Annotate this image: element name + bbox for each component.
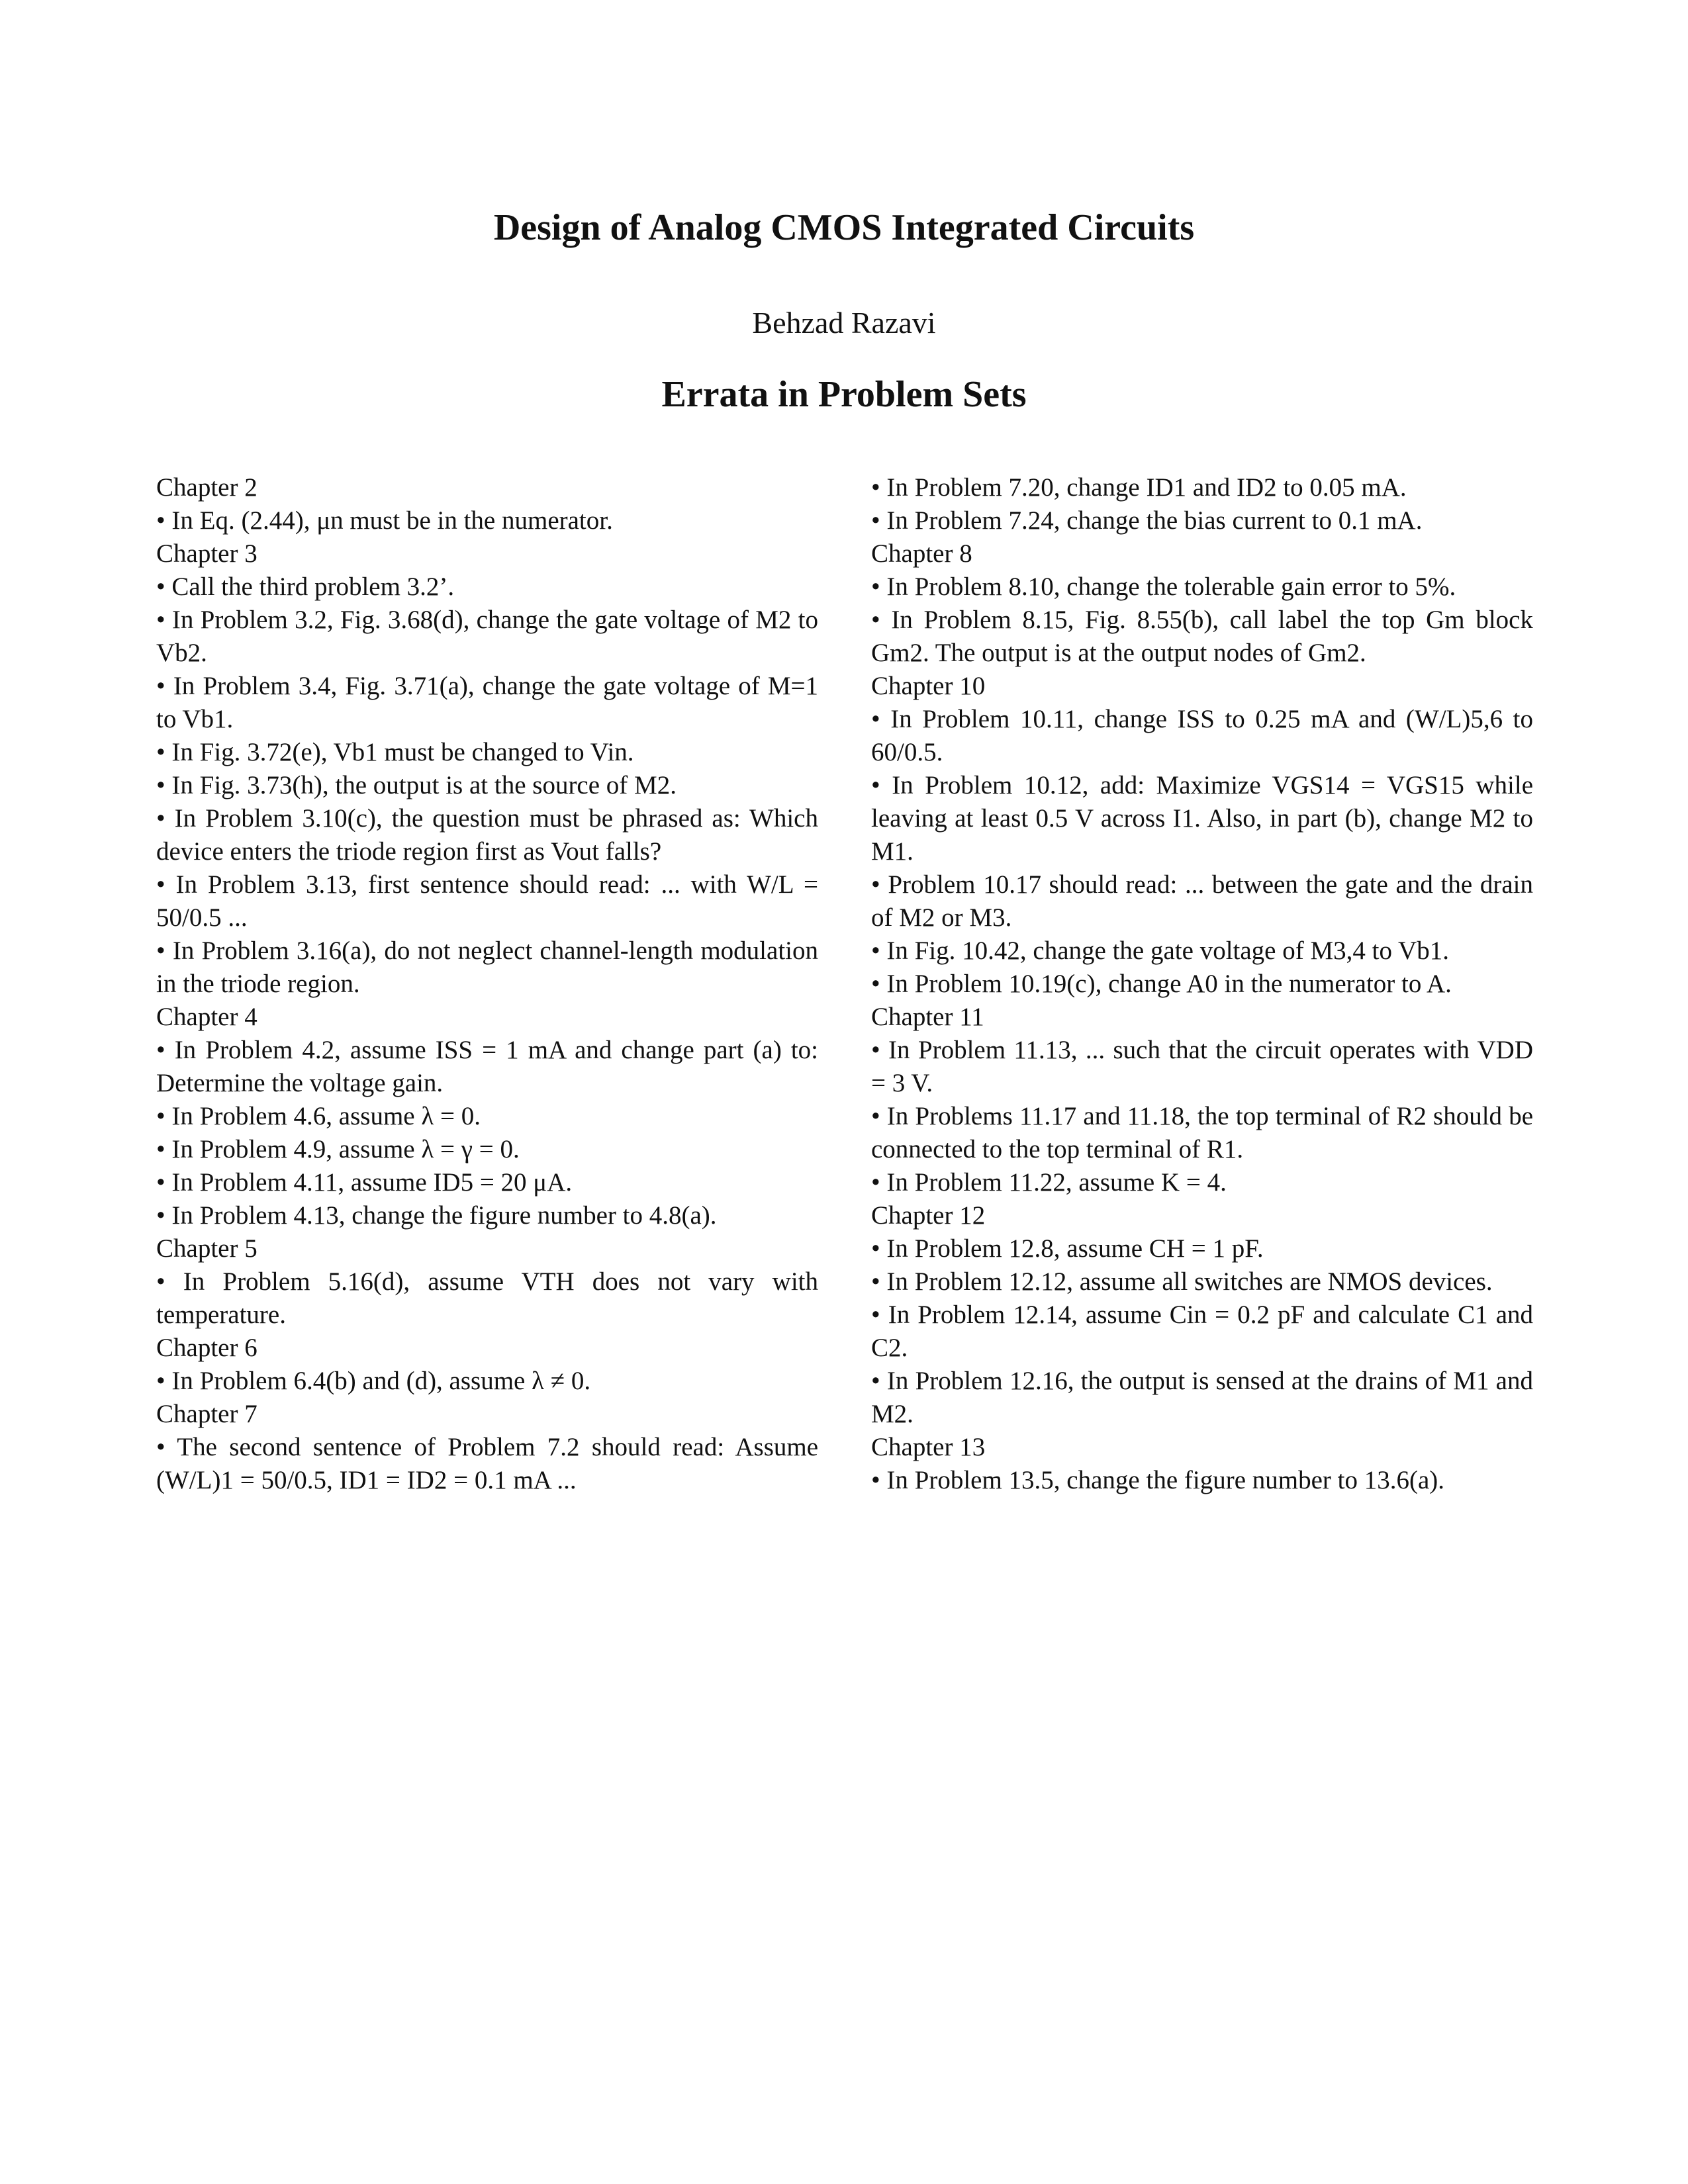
erratum-item: • In Problem 4.9, assume λ = γ = 0. [156,1135,520,1163]
erratum-item: • In Problem 3.4, Fig. 3.71(a), change the gate voltage of M=1 to Vb1. [156,672,819,733]
bullet-icon: • [156,506,165,535]
bullet-icon: • [156,936,165,965]
bullet-icon: • [156,1036,165,1064]
bullet-icon: • [156,1102,165,1130]
chapter-2-heading: Chapter 2 [156,473,258,502]
erratum-item: • In Problem 12.14, assume Cin = 0.2 pF and calculate C1 and C2. [871,1300,1534,1362]
bullet-icon: • [156,771,165,799]
erratum-item: • In Problem 13.5, change the figure number to 13.6(a). [871,1466,1445,1494]
bullet-icon: • [871,705,880,733]
erratum-item: • In Problem 4.11, assume ID5 = 20 μA. [156,1168,573,1197]
erratum-item: • In Fig. 3.72(e), Vb1 must be changed to Vin. [156,738,634,766]
chapter-7-heading: Chapter 7 [156,1400,258,1428]
chapter-10-heading: Chapter 10 [871,672,986,700]
bullet-icon: • [871,771,880,799]
erratum-item: • In Problem 7.24, change the bias current to 0.1 mA. [871,506,1423,535]
chapter-12-heading: Chapter 12 [871,1201,986,1230]
bullet-icon: • [156,572,165,601]
erratum-item: • In Problem 8.10, change the tolerable gain error to 5%. [871,572,1456,601]
bullet-icon: • [156,1433,165,1461]
erratum-item: • In Problem 8.15, Fig. 8.55(b), call label the top Gm block Gm2. The output is at the output nodes of Gm2. [871,606,1533,667]
bullet-icon: • [871,1267,880,1296]
erratum-item: • In Problem 10.11, change ISS to 0.25 mA and (W/L)5,6 to 60/0.5. [871,705,1533,766]
bullet-icon: • [871,1466,880,1494]
erratum-item: • In Eq. (2.44), μn must be in the numerator. [156,506,613,535]
erratum-item: • The second sentence of Problem 7.2 should read: Assume (W/L)1 = 50/0.5, ID1 = ID2 = 0.1 mA ... [156,1433,819,1494]
bullet-icon: • [871,936,880,965]
bullet-icon: • [156,1168,165,1197]
bullet-icon: • [871,1300,880,1329]
chapter-8-heading: Chapter 8 [871,539,972,568]
erratum-item: • In Problem 11.13, ... such that the circuit operates with VDD = 3 V. [871,1036,1533,1097]
erratum-item: • In Problem 3.2, Fig. 3.68(d), change the gate voltage of M2 to Vb2. [156,606,819,667]
bullet-icon: • [871,572,880,601]
erratum-item: • Problem 10.17 should read: ... between the gate and the drain of M2 or M3. [871,870,1534,932]
bullet-icon: • [156,738,165,766]
erratum-item: • In Problem 10.19(c), change A0 in the numerator to A. [871,970,1452,998]
erratum-item: • In Problem 7.20, change ID1 and ID2 to 0.05 mA. [871,473,1407,502]
bullet-icon: • [156,606,165,634]
bullet-icon: • [156,870,165,899]
bullet-icon: • [871,1168,880,1197]
bullet-icon: • [871,606,880,634]
bullet-icon: • [871,473,880,502]
erratum-item: • In Fig. 3.73(h), the output is at the source of M2. [156,771,677,799]
chapter-11-heading: Chapter 11 [871,1003,984,1031]
bullet-icon: • [871,1367,880,1395]
bullet-icon: • [156,1201,165,1230]
erratum-item: • In Problem 10.12, add: Maximize VGS14 = VGS15 while leaving at least 0.5 V across I1. Also, in part (b), change M2 to M1. [871,771,1534,866]
bullet-icon: • [871,970,880,998]
document-title: Design of Analog CMOS Integrated Circuits [493,207,1195,248]
bullet-icon: • [156,1367,165,1395]
bullet-icon: • [871,1102,880,1130]
chapter-13-heading: Chapter 13 [871,1433,986,1461]
document-author: Behzad Razavi [752,306,936,340]
erratum-item: • In Problem 4.13, change the figure number to 4.8(a). [156,1201,717,1230]
erratum-item: • In Problem 5.16(d), assume VTH does not vary with temperature. [156,1267,819,1329]
erratum-item: • Call the third problem 3.2’. [156,572,455,601]
chapter-5-heading: Chapter 5 [156,1234,258,1263]
erratum-item: • In Problem 12.12, assume all switches are NMOS devices. [871,1267,1493,1296]
erratum-item: • In Problem 6.4(b) and (d), assume λ ≠ 0. [156,1367,591,1395]
erratum-item: • In Fig. 10.42, change the gate voltage of M3,4 to Vb1. [871,936,1449,965]
bullet-icon: • [871,1234,880,1263]
bullet-icon: • [156,672,165,700]
erratum-item: • In Problem 4.2, assume ISS = 1 mA and change part (a) to: Determine the voltage gain. [156,1036,818,1097]
erratum-item: • In Problems 11.17 and 11.18, the top terminal of R2 should be connected to the top terminal of R1. [871,1102,1533,1163]
erratum-item: • In Problem 12.8, assume CH = 1 pF. [871,1234,1264,1263]
bullet-icon: • [156,1135,165,1163]
erratum-item: • In Problem 12.16, the output is sensed at the drains of M1 and M2. [871,1367,1533,1428]
erratum-item: • In Problem 3.10(c), the question must be phrased as: Which device enters the triode region first as Vout falls? [156,804,818,866]
bullet-icon: • [156,804,165,833]
chapter-3-heading: Chapter 3 [156,539,258,568]
erratum-item: • In Problem 11.22, assume K = 4. [871,1168,1227,1197]
right-column [871,471,1533,1497]
chapter-6-heading: Chapter 6 [156,1334,258,1362]
erratum-item: • In Problem 3.16(a), do not neglect channel-length modulation in the triode region. [156,936,818,998]
document-subtitle: Errata in Problem Sets [661,374,1027,415]
bullet-icon: • [871,506,880,535]
erratum-item: • In Problem 3.13, first sentence should read: ... with W/L = 50/0.5 ... [156,870,818,932]
chapter-4-heading: Chapter 4 [156,1003,258,1031]
left-column [156,471,818,1497]
bullet-icon: • [156,1267,165,1296]
bullet-icon: • [871,870,880,899]
erratum-item: • In Problem 4.6, assume λ = 0. [156,1102,481,1130]
bullet-icon: • [871,1036,880,1064]
